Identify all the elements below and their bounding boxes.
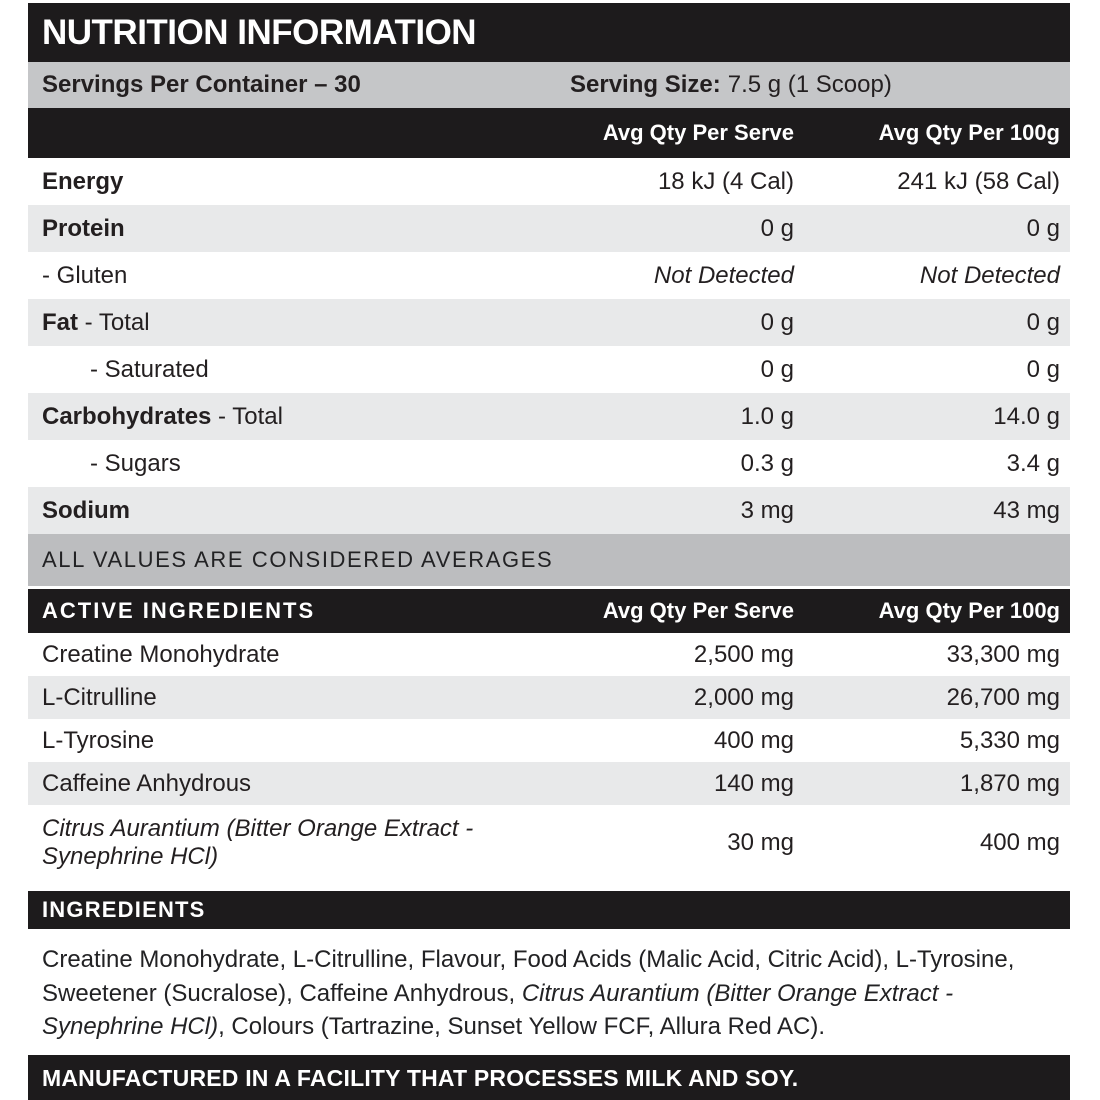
- value-per-100g: 33,300 mg: [946, 640, 1060, 668]
- ingredient-name: Creatine Monohydrate: [42, 640, 280, 668]
- nutrition-column-headers: [28, 108, 1070, 158]
- nutrition-row: [28, 158, 1070, 205]
- active-ingredient-row: [28, 719, 1070, 762]
- serving-size-value: 7.5 g (1 Scoop): [727, 71, 892, 98]
- ingredient-name: L-Tyrosine: [42, 726, 155, 754]
- nutrition-row: [28, 440, 1070, 487]
- servings-per-container-text: Servings Per Container – 30: [42, 71, 361, 98]
- averages-note-text: ALL VALUES ARE CONSIDERED AVERAGES: [42, 547, 554, 572]
- column-header-per-serve: Avg Qty Per Serve: [602, 120, 794, 145]
- value-per-100g: 3.4 g: [1006, 449, 1060, 477]
- active-ingredients-title: ACTIVE INGREDIENTS: [42, 598, 316, 623]
- nutrition-row: [28, 299, 1070, 346]
- value-per-serve: 18 kJ (4 Cal): [657, 167, 794, 195]
- allergen-statement-text: MANUFACTURED IN A FACILITY THAT PROCESSES MILK AND SOY.: [42, 1065, 799, 1092]
- value-per-serve: Not Detected: [653, 261, 794, 289]
- ingredients-list-text: [42, 943, 1066, 1044]
- nutrition-row: [28, 252, 1070, 299]
- serving-size-label: Serving Size:: [570, 71, 721, 98]
- value-per-serve: 2,500 mg: [693, 640, 794, 668]
- row-label: Protein: [42, 214, 125, 242]
- active-ingredient-row: [28, 762, 1070, 805]
- nutrition-label: [28, 3, 1070, 1100]
- value-per-serve: 0 g: [760, 214, 794, 242]
- active-ingredients-header-bar: [28, 589, 1070, 633]
- value-per-serve: 0 g: [760, 355, 794, 383]
- ingredients-italic-segment: Citrus Aurantium (Bitter Orange Extract - Synephrine HCl): [42, 979, 954, 1041]
- row-label: Carbohydrates - Total: [42, 402, 283, 430]
- active-ingredients-table: [28, 633, 1070, 881]
- value-per-100g: 0 g: [1026, 308, 1060, 336]
- nutrition-information-header-bar: [28, 3, 1070, 62]
- ingredients-header-bar: [28, 891, 1070, 929]
- nutrition-row: [28, 205, 1070, 252]
- ingredients-title: INGREDIENTS: [42, 897, 206, 922]
- nutrition-row: [28, 487, 1070, 534]
- ingredients-segment: Creatine Monohydrate, L-Citrulline, Flavour, Food Acids (Malic Acid, Citric Acid), L-Tyrosine, Sweetener (Sucralose), Caffeine Anhydrous,: [42, 946, 1015, 1007]
- value-per-serve: 1.0 g: [740, 402, 794, 430]
- value-per-serve: 2,000 mg: [693, 683, 794, 711]
- serving-size-text: [570, 62, 892, 108]
- nutrition-table: [28, 158, 1070, 534]
- value-per-100g: 5,330 mg: [959, 726, 1060, 754]
- nutrition-row: [28, 393, 1070, 440]
- servings-bar: [28, 62, 1070, 108]
- value-per-serve: 140 mg: [713, 769, 794, 797]
- value-per-serve: 400 mg: [713, 726, 794, 754]
- row-label: Energy: [42, 167, 124, 195]
- page-title: NUTRITION INFORMATION: [42, 12, 477, 52]
- value-per-100g: Not Detected: [919, 261, 1060, 289]
- value-per-serve: 0.3 g: [740, 449, 794, 477]
- averages-note-bar: [28, 534, 1070, 586]
- active-ingredient-row: [28, 676, 1070, 719]
- active-column-header-per-serve: Avg Qty Per Serve: [602, 598, 794, 623]
- value-per-100g: 1,870 mg: [959, 769, 1060, 797]
- value-per-100g: 26,700 mg: [946, 683, 1060, 711]
- nutrition-row: [28, 346, 1070, 393]
- row-label: - Gluten: [42, 261, 128, 289]
- row-label: Sodium: [42, 496, 130, 524]
- value-per-100g: 241 kJ (58 Cal): [897, 167, 1060, 195]
- value-per-100g: 14.0 g: [993, 402, 1060, 430]
- ingredient-name: Caffeine Anhydrous: [42, 769, 252, 797]
- row-label: - Saturated: [90, 355, 209, 383]
- row-label: - Sugars: [90, 449, 181, 477]
- row-label: Fat - Total: [42, 308, 150, 336]
- allergen-statement-bar: [28, 1055, 1070, 1100]
- value-per-100g: 0 g: [1026, 355, 1060, 383]
- value-per-100g: 0 g: [1026, 214, 1060, 242]
- ingredient-name: Citrus Aurantium (Bitter Orange Extract - Synephrine HCl): [42, 815, 474, 870]
- active-ingredient-row: [28, 633, 1070, 676]
- active-column-header-per-100g: Avg Qty Per 100g: [878, 598, 1060, 623]
- active-ingredient-row: [28, 805, 1070, 881]
- value-per-serve: 0 g: [760, 308, 794, 336]
- column-header-per-100g: Avg Qty Per 100g: [878, 120, 1060, 145]
- value-per-100g: 43 mg: [993, 496, 1060, 524]
- value-per-serve: 3 mg: [740, 496, 794, 524]
- ingredient-name: L-Citrulline: [42, 683, 157, 711]
- value-per-serve: 30 mg: [727, 829, 794, 856]
- value-per-100g: 400 mg: [979, 829, 1060, 856]
- ingredients-segment: , Colours (Tartrazine, Sunset Yellow FCF, Allura Red AC).: [218, 1013, 826, 1041]
